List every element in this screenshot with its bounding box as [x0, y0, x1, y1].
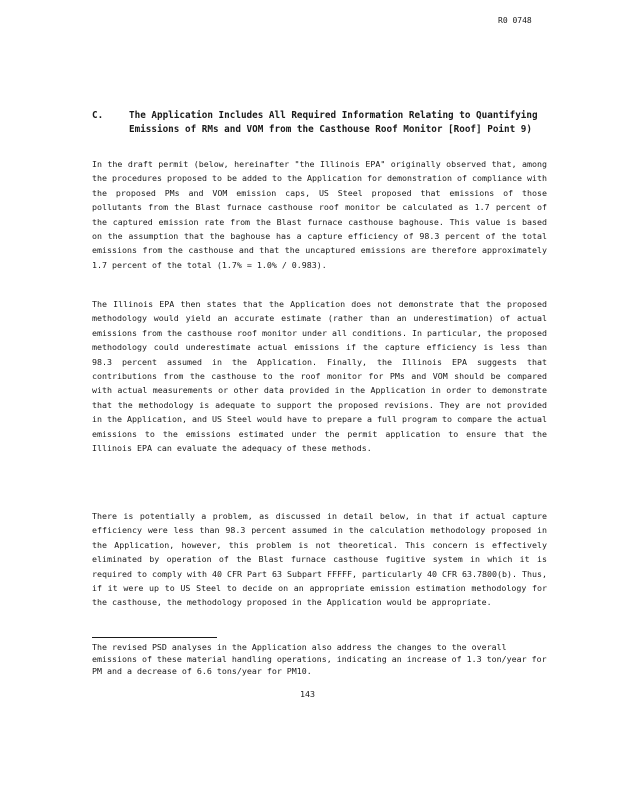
page-number: 143 — [300, 689, 315, 699]
section-letter: C. — [92, 110, 104, 121]
section-heading — [92, 109, 552, 137]
paragraph: There is potentially a problem, as discussed in detail below, in that if actual capture efficiency were less than 98.3 percent assumed in the calculation methodology proposed in the Application, however, this problem is not theoretical. This concern is effectively eliminated by operation of the Blast furnace casthouse fugitive system in which it is required to comply with 40 CFR Part 63 Subpart FFFFF, particularly 40 CFR 63.7800(b). Thus, if it were up to US Steel to decide on an appropriate emission estimation methodology for the casthouse, the methodology proposed in the Application would be appropriate. — [92, 511, 547, 608]
paragraph: The Illinois EPA then states that the Application does not demonstrate that the proposed methodology would yield an accurate estimate (rather than an underestimation) of actual emissions from the casthouse roof monitor under all conditions. In particular, the proposed methodology could underestimate actual emissions if the capture efficiency is less than 98.3 percent assumed in the Application. Finally, the Illinois EPA suggests that contributions from the casthouse to the roof monitor for PMs and VOM should be compared with actual measurements or other data provided in the Application in order to demonstrate that the methodology is adequate to support the proposed revisions. They are not provided in the Application, and US Steel would have to prepare a full program to compare the actual emissions to the emissions estimated under the permit application to ensure that the Illinois EPA can evaluate the adequacy of these methods. — [92, 299, 547, 454]
page-id: R0 0748 — [498, 16, 532, 25]
paragraph: In the draft permit (below, hereinafter "the Illinois EPA" originally observed that, among the procedures proposed to be added to the Application for demonstration of compliance with the proposed PMs and VOM emission caps, US Steel proposed that emissions of those pollutants from the Blast furnace casthouse roof monitor be calculated as 1.7 percent of the captured emission rate from the Blast furnace casthouse baghouse. This value is based on the assumption that the baghouse has a capture efficiency of 98.3 percent of the total emissions from the casthouse and that the uncaptured emissions are therefore approximately 1.7 percent of the total (1.7% = 1.0% / 0.983). — [92, 159, 547, 270]
footnote-divider — [92, 637, 217, 638]
footnote: The revised PSD analyses in the Application also address the changes to the overall emissions of these material handling operations, indicating an increase of 1.3 ton/year for PM and a decrease of 6.6 tons/year for PM10. — [92, 642, 547, 676]
section-title: The Application Includes All Required Information Relating to Quantifying Emissions of RMs and VOM from the Casthouse Roof Monitor [Roof] Point 9) — [129, 110, 538, 135]
